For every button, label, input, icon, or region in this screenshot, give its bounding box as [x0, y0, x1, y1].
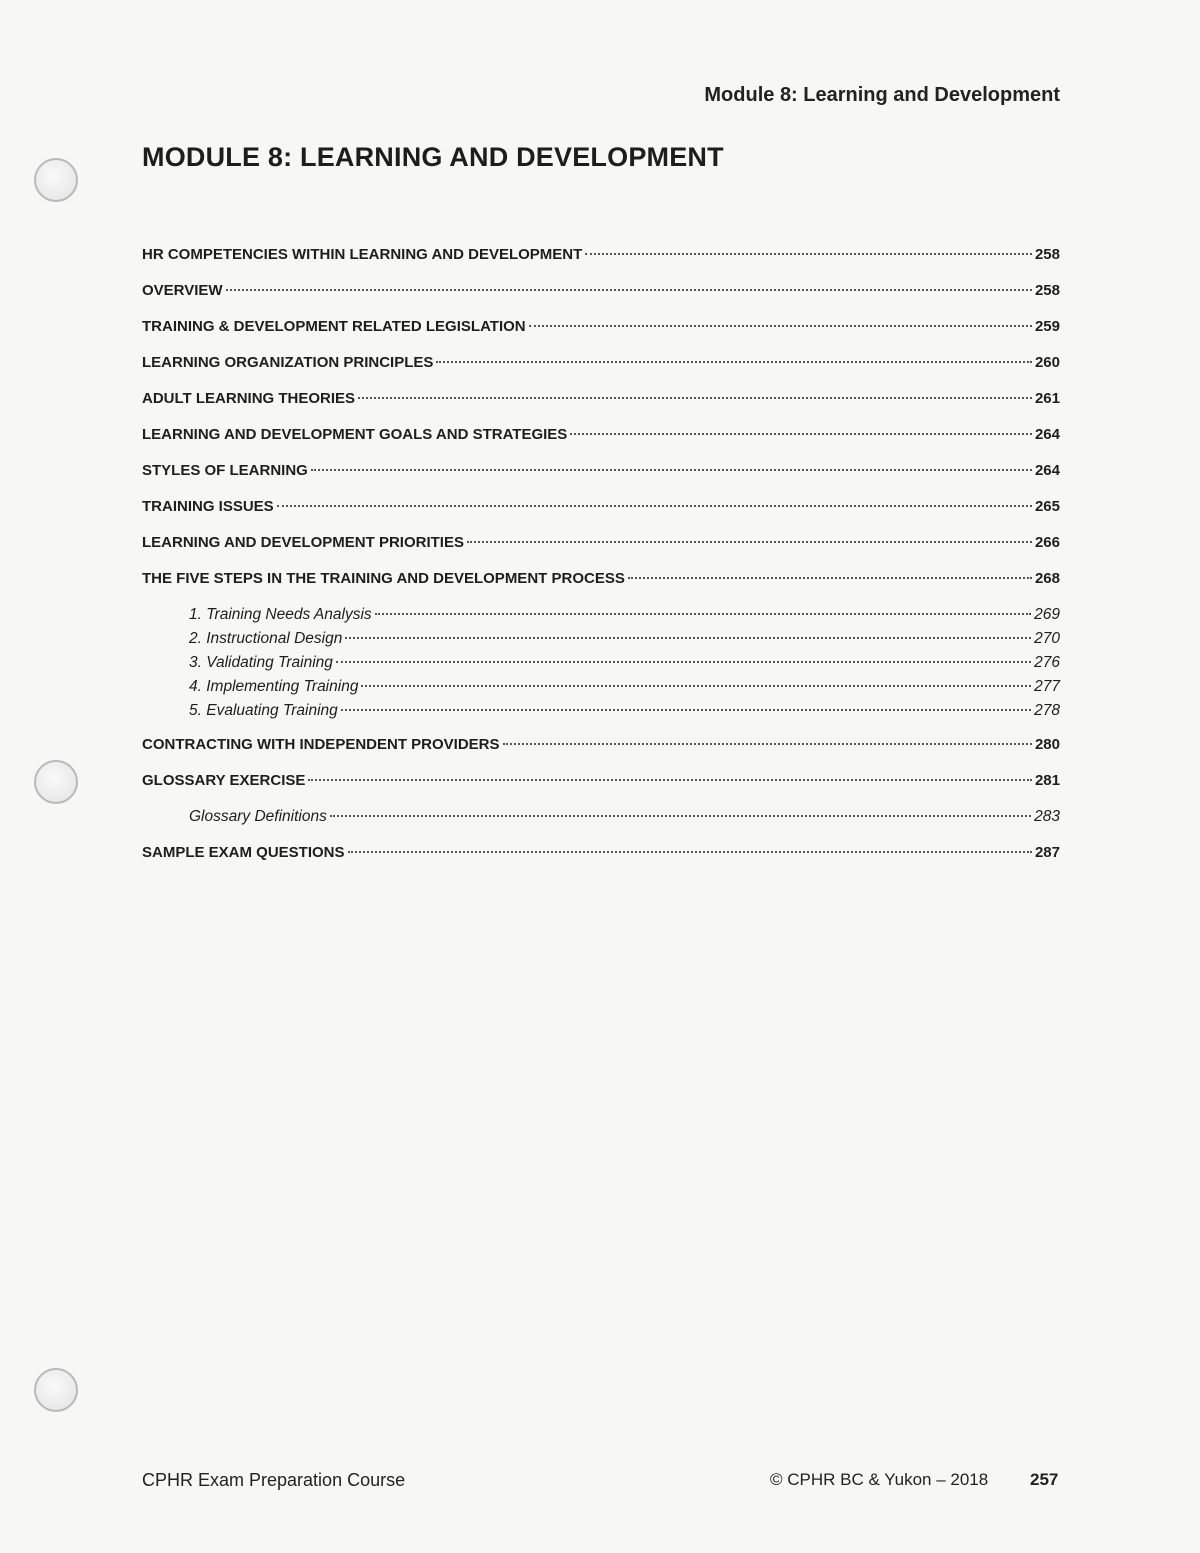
toc-entry-page: 280: [1034, 736, 1060, 753]
toc-entry[interactable]: [142, 462, 1060, 498]
toc-entry-label: SAMPLE EXAM QUESTIONS: [142, 844, 345, 861]
toc-entry-label: CONTRACTING WITH INDEPENDENT PROVIDERS: [142, 736, 500, 753]
toc-entry-page: 265: [1034, 498, 1060, 515]
toc-subentry-page: 276: [1034, 654, 1060, 671]
toc-entry[interactable]: [142, 390, 1060, 426]
toc-subentry-label: 1. Training Needs Analysis: [189, 606, 372, 623]
toc-entry-label: LEARNING AND DEVELOPMENT GOALS AND STRATEGIES: [142, 426, 568, 443]
toc-subentry-label: 4. Implementing Training: [189, 678, 359, 695]
toc-entry-label: TRAINING ISSUES: [142, 498, 274, 515]
toc-subentry[interactable]: [142, 606, 1060, 630]
toc-leader-dots: [361, 685, 1031, 687]
toc-leader-dots: [375, 613, 1031, 615]
toc-leader-dots: [341, 709, 1031, 711]
toc-subentry-page: 277: [1034, 678, 1060, 695]
toc-subentry[interactable]: [142, 678, 1060, 702]
toc-entry-page: 266: [1034, 534, 1060, 551]
toc-subentry-page: 283: [1034, 808, 1060, 825]
running-header: Module 8: Learning and Development: [704, 84, 1060, 106]
toc-leader-dots: [436, 361, 1032, 363]
toc-leader-dots: [358, 397, 1032, 399]
toc-entry-page: 264: [1034, 462, 1060, 479]
toc-entry-page: 264: [1034, 426, 1060, 443]
toc-leader-dots: [330, 815, 1031, 817]
toc-subentry[interactable]: [142, 702, 1060, 736]
toc-entry[interactable]: [142, 772, 1060, 808]
toc-entry-page: 281: [1034, 772, 1060, 789]
toc-subentry[interactable]: [142, 630, 1060, 654]
toc-leader-dots: [467, 541, 1032, 543]
toc-entry[interactable]: [142, 534, 1060, 570]
toc-leader-dots: [585, 253, 1032, 255]
toc-subentry-page: 278: [1034, 702, 1060, 719]
toc-entry-label: LEARNING ORGANIZATION PRINCIPLES: [142, 354, 434, 371]
toc-subentry-label: 2. Instructional Design: [189, 630, 343, 647]
toc-entry-label: ADULT LEARNING THEORIES: [142, 390, 356, 407]
toc-leader-dots: [277, 505, 1032, 507]
binder-hole-middle: [34, 760, 78, 804]
toc-entry-page: 259: [1034, 318, 1060, 335]
toc-entry-label: GLOSSARY EXERCISE: [142, 772, 306, 789]
toc-subentry[interactable]: [142, 808, 1060, 844]
toc-entry-page: 261: [1034, 390, 1060, 407]
toc-leader-dots: [345, 637, 1031, 639]
toc-entry-label: HR COMPETENCIES WITHIN LEARNING AND DEVELOPMENT: [142, 246, 583, 263]
toc-entry[interactable]: [142, 282, 1060, 318]
toc-entry-page: 287: [1034, 844, 1060, 861]
toc-leader-dots: [348, 851, 1032, 853]
toc-subentry-label: 5. Evaluating Training: [189, 702, 338, 719]
toc-entry-page: 268: [1034, 570, 1060, 587]
toc-leader-dots: [308, 779, 1032, 781]
toc-subentry-page: 269: [1034, 606, 1060, 623]
toc-leader-dots: [226, 289, 1032, 291]
toc-entry-label: STYLES OF LEARNING: [142, 462, 308, 479]
footer-page-number: 257: [1030, 1470, 1059, 1489]
footer-course-name: CPHR Exam Preparation Course: [142, 1470, 406, 1490]
toc-entry[interactable]: [142, 736, 1060, 772]
footer-copyright: © CPHR BC & Yukon – 2018: [770, 1470, 989, 1489]
toc-leader-dots: [628, 577, 1032, 579]
toc-entry[interactable]: [142, 354, 1060, 390]
toc-entry-label: LEARNING AND DEVELOPMENT PRIORITIES: [142, 534, 464, 551]
toc-leader-dots: [311, 469, 1032, 471]
toc-entry[interactable]: [142, 570, 1060, 606]
toc-entry[interactable]: [142, 318, 1060, 354]
toc-subentry-page: 270: [1034, 630, 1060, 647]
toc-leader-dots: [503, 743, 1032, 745]
toc-subentry[interactable]: [142, 654, 1060, 678]
toc-entry-page: 260: [1034, 354, 1060, 371]
toc-subentry-label: 3. Validating Training: [189, 654, 333, 671]
toc-entry[interactable]: [142, 498, 1060, 534]
toc-entry[interactable]: [142, 246, 1060, 282]
toc-entry-label: OVERVIEW: [142, 282, 223, 299]
binder-hole-top: [34, 158, 78, 202]
toc-entry-label: TRAINING & DEVELOPMENT RELATED LEGISLATION: [142, 318, 526, 335]
toc-leader-dots: [336, 661, 1031, 663]
toc-subentry-label: Glossary Definitions: [189, 808, 327, 825]
toc-entry[interactable]: [142, 844, 1060, 880]
toc-entry[interactable]: [142, 426, 1060, 462]
toc-entry-page: 258: [1034, 246, 1060, 263]
table-of-contents: [142, 246, 1060, 880]
binder-hole-bottom: [34, 1368, 78, 1412]
toc-leader-dots: [570, 433, 1032, 435]
toc-entry-label: THE FIVE STEPS IN THE TRAINING AND DEVELOPMENT PROCESS: [142, 570, 625, 587]
toc-entry-page: 258: [1034, 282, 1060, 299]
page-title: MODULE 8: LEARNING AND DEVELOPMENT: [142, 142, 724, 172]
toc-leader-dots: [529, 325, 1032, 327]
